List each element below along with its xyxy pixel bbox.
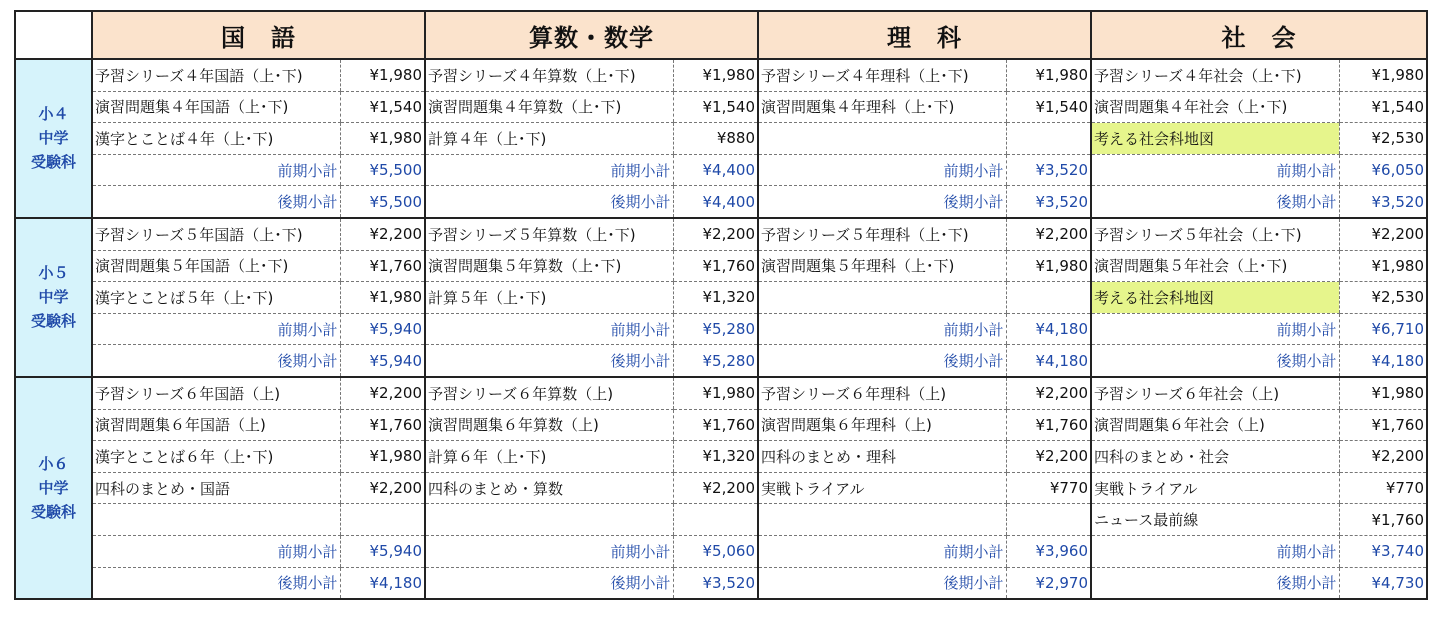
second-term-subtotal-science: ¥2,970	[1006, 567, 1091, 599]
item-name-science	[758, 282, 1006, 314]
item-price-social-studies: ¥2,530	[1339, 123, 1427, 155]
item-price-math: ¥1,760	[673, 250, 758, 282]
second-term-subtotal-social-studies: ¥4,180	[1339, 345, 1427, 377]
second-term-subtotal-science: ¥4,180	[1006, 345, 1091, 377]
second-term-subtotal-math: ¥4,400	[673, 186, 758, 218]
first-term-subtotal-japanese: ¥5,500	[340, 154, 425, 186]
item-row	[15, 504, 1427, 536]
item-price-science	[1006, 504, 1091, 536]
second-term-subtotal-japanese: ¥4,180	[340, 567, 425, 599]
item-row	[15, 472, 1427, 504]
item-name-math: 計算４年（上･下)	[425, 123, 673, 155]
first-term-subtotal-science: ¥3,960	[1006, 535, 1091, 567]
item-name-science: 予習シリーズ４年理科（上･下)	[758, 59, 1006, 91]
item-name-japanese: 予習シリーズ４年国語（上･下)	[92, 59, 340, 91]
item-name-math: 予習シリーズ４年算数（上･下)	[425, 59, 673, 91]
item-name-math: 計算６年（上･下)	[425, 441, 673, 473]
item-price-science: ¥1,540	[1006, 91, 1091, 123]
item-name-japanese: 漢字とことば４年（上･下)	[92, 123, 340, 155]
item-name-science: 予習シリーズ６年理科（上)	[758, 377, 1006, 409]
second-term-subtotal-japanese: ¥5,940	[340, 345, 425, 377]
first-term-subtotal-label: 前期小計	[425, 154, 673, 186]
item-price-social-studies: ¥770	[1339, 472, 1427, 504]
item-price-japanese: ¥2,200	[340, 377, 425, 409]
second-term-subtotal-math: ¥3,520	[673, 567, 758, 599]
item-price-math: ¥1,320	[673, 282, 758, 314]
item-name-social-studies: 実戦トライアル	[1091, 472, 1339, 504]
item-row	[15, 441, 1427, 473]
item-price-japanese: ¥1,980	[340, 441, 425, 473]
subject-header-science: 理 科	[758, 11, 1091, 59]
second-term-subtotal-japanese: ¥5,500	[340, 186, 425, 218]
item-name-math: 四科のまとめ・算数	[425, 472, 673, 504]
item-price-japanese: ¥1,760	[340, 409, 425, 441]
item-price-social-studies: ¥2,530	[1339, 282, 1427, 314]
item-price-science: ¥2,200	[1006, 377, 1091, 409]
item-row	[15, 91, 1427, 123]
item-name-social-studies: 演習問題集６年社会（上)	[1091, 409, 1339, 441]
item-price-math: ¥1,980	[673, 59, 758, 91]
first-term-subtotal-label: 前期小計	[758, 313, 1006, 345]
item-price-math: ¥1,760	[673, 409, 758, 441]
item-price-social-studies: ¥2,200	[1339, 218, 1427, 250]
textbook-price-table	[14, 10, 1428, 600]
item-name-japanese: 演習問題集６年国語（上)	[92, 409, 340, 441]
item-name-math: 演習問題集５年算数（上･下)	[425, 250, 673, 282]
item-name-math: 計算５年（上･下)	[425, 282, 673, 314]
item-price-japanese	[340, 504, 425, 536]
second-term-subtotal-label: 後期小計	[1091, 345, 1339, 377]
subject-header-math: 算数・数学	[425, 11, 758, 59]
item-name-japanese: 予習シリーズ５年国語（上･下)	[92, 218, 340, 250]
first-term-subtotal-label: 前期小計	[92, 313, 340, 345]
item-row	[15, 250, 1427, 282]
item-row	[15, 377, 1427, 409]
grade-label: 小５ 中学 受験科	[15, 218, 92, 377]
second-term-subtotal-label: 後期小計	[425, 186, 673, 218]
item-name-japanese: 予習シリーズ６年国語（上)	[92, 377, 340, 409]
first-term-subtotal-row	[15, 313, 1427, 345]
item-name-science: 予習シリーズ５年理科（上･下)	[758, 218, 1006, 250]
item-price-japanese: ¥1,540	[340, 91, 425, 123]
item-price-social-studies: ¥1,760	[1339, 409, 1427, 441]
first-term-subtotal-row	[15, 154, 1427, 186]
subject-header-social-studies: 社 会	[1091, 11, 1427, 59]
first-term-subtotal-label: 前期小計	[92, 535, 340, 567]
item-price-science: ¥770	[1006, 472, 1091, 504]
item-name-science	[758, 123, 1006, 155]
item-name-math: 予習シリーズ６年算数（上)	[425, 377, 673, 409]
first-term-subtotal-math: ¥4,400	[673, 154, 758, 186]
item-name-math: 演習問題集４年算数（上･下)	[425, 91, 673, 123]
grade-label: 小６ 中学 受験科	[15, 377, 92, 599]
item-price-math: ¥1,980	[673, 377, 758, 409]
item-price-science	[1006, 282, 1091, 314]
item-name-social-studies: 四科のまとめ・社会	[1091, 441, 1339, 473]
item-price-social-studies: ¥1,980	[1339, 377, 1427, 409]
item-price-japanese: ¥1,980	[340, 123, 425, 155]
second-term-subtotal-row	[15, 345, 1427, 377]
item-price-social-studies: ¥2,200	[1339, 441, 1427, 473]
item-name-social-studies: 考える社会科地図	[1091, 282, 1339, 314]
item-name-science: 演習問題集４年理科（上･下)	[758, 91, 1006, 123]
second-term-subtotal-social-studies: ¥4,730	[1339, 567, 1427, 599]
subject-header-row	[15, 11, 1427, 59]
first-term-subtotal-label: 前期小計	[425, 535, 673, 567]
second-term-subtotal-label: 後期小計	[758, 567, 1006, 599]
item-price-science: ¥2,200	[1006, 441, 1091, 473]
item-row	[15, 59, 1427, 91]
first-term-subtotal-japanese: ¥5,940	[340, 313, 425, 345]
item-name-japanese: 演習問題集４年国語（上･下)	[92, 91, 340, 123]
second-term-subtotal-row	[15, 567, 1427, 599]
item-name-japanese	[92, 504, 340, 536]
item-price-social-studies: ¥1,760	[1339, 504, 1427, 536]
header-corner	[15, 11, 92, 59]
second-term-subtotal-label: 後期小計	[758, 186, 1006, 218]
item-price-japanese: ¥1,980	[340, 59, 425, 91]
first-term-subtotal-row	[15, 535, 1427, 567]
item-price-math: ¥2,200	[673, 472, 758, 504]
first-term-subtotal-label: 前期小計	[758, 535, 1006, 567]
item-name-social-studies: 予習シリーズ５年社会（上･下)	[1091, 218, 1339, 250]
item-name-math: 演習問題集６年算数（上)	[425, 409, 673, 441]
item-price-math: ¥1,540	[673, 91, 758, 123]
first-term-subtotal-social-studies: ¥6,050	[1339, 154, 1427, 186]
item-price-science: ¥2,200	[1006, 218, 1091, 250]
second-term-subtotal-label: 後期小計	[1091, 567, 1339, 599]
first-term-subtotal-label: 前期小計	[425, 313, 673, 345]
item-row	[15, 282, 1427, 314]
item-name-social-studies: 予習シリーズ６年社会（上)	[1091, 377, 1339, 409]
item-name-math: 予習シリーズ５年算数（上･下)	[425, 218, 673, 250]
item-price-science	[1006, 123, 1091, 155]
item-price-science: ¥1,980	[1006, 250, 1091, 282]
second-term-subtotal-science: ¥3,520	[1006, 186, 1091, 218]
item-name-social-studies: ニュース最前線	[1091, 504, 1339, 536]
first-term-subtotal-label: 前期小計	[1091, 535, 1339, 567]
item-price-japanese: ¥1,760	[340, 250, 425, 282]
item-name-math	[425, 504, 673, 536]
first-term-subtotal-label: 前期小計	[1091, 154, 1339, 186]
item-price-japanese: ¥1,980	[340, 282, 425, 314]
second-term-subtotal-label: 後期小計	[92, 345, 340, 377]
item-price-science: ¥1,760	[1006, 409, 1091, 441]
item-name-social-studies: 演習問題集４年社会（上･下)	[1091, 91, 1339, 123]
second-term-subtotal-social-studies: ¥3,520	[1339, 186, 1427, 218]
item-price-math: ¥1,320	[673, 441, 758, 473]
item-name-social-studies: 考える社会科地図	[1091, 123, 1339, 155]
first-term-subtotal-science: ¥3,520	[1006, 154, 1091, 186]
item-name-social-studies: 予習シリーズ４年社会（上･下)	[1091, 59, 1339, 91]
item-name-science: 演習問題集５年理科（上･下)	[758, 250, 1006, 282]
item-name-japanese: 演習問題集５年国語（上･下)	[92, 250, 340, 282]
second-term-subtotal-row	[15, 186, 1427, 218]
item-row	[15, 123, 1427, 155]
item-name-science	[758, 504, 1006, 536]
first-term-subtotal-social-studies: ¥6,710	[1339, 313, 1427, 345]
second-term-subtotal-label: 後期小計	[1091, 186, 1339, 218]
item-name-japanese: 漢字とことば６年（上･下)	[92, 441, 340, 473]
second-term-subtotal-label: 後期小計	[425, 567, 673, 599]
item-price-science: ¥1,980	[1006, 59, 1091, 91]
first-term-subtotal-math: ¥5,060	[673, 535, 758, 567]
item-price-math: ¥2,200	[673, 218, 758, 250]
item-price-math: ¥880	[673, 123, 758, 155]
item-price-social-studies: ¥1,980	[1339, 250, 1427, 282]
item-row	[15, 409, 1427, 441]
first-term-subtotal-math: ¥5,280	[673, 313, 758, 345]
first-term-subtotal-social-studies: ¥3,740	[1339, 535, 1427, 567]
item-price-japanese: ¥2,200	[340, 472, 425, 504]
item-price-japanese: ¥2,200	[340, 218, 425, 250]
second-term-subtotal-math: ¥5,280	[673, 345, 758, 377]
item-price-social-studies: ¥1,540	[1339, 91, 1427, 123]
item-price-math	[673, 504, 758, 536]
item-name-japanese: 四科のまとめ・国語	[92, 472, 340, 504]
item-price-social-studies: ¥1,980	[1339, 59, 1427, 91]
subject-header-japanese: 国 語	[92, 11, 425, 59]
item-name-science: 四科のまとめ・理科	[758, 441, 1006, 473]
second-term-subtotal-label: 後期小計	[92, 186, 340, 218]
grade-label: 小４ 中学 受験科	[15, 59, 92, 218]
second-term-subtotal-label: 後期小計	[758, 345, 1006, 377]
first-term-subtotal-science: ¥4,180	[1006, 313, 1091, 345]
item-name-japanese: 漢字とことば５年（上･下)	[92, 282, 340, 314]
second-term-subtotal-label: 後期小計	[425, 345, 673, 377]
item-name-science: 実戦トライアル	[758, 472, 1006, 504]
second-term-subtotal-label: 後期小計	[92, 567, 340, 599]
item-name-science: 演習問題集６年理科（上)	[758, 409, 1006, 441]
item-row	[15, 218, 1427, 250]
first-term-subtotal-japanese: ¥5,940	[340, 535, 425, 567]
first-term-subtotal-label: 前期小計	[758, 154, 1006, 186]
first-term-subtotal-label: 前期小計	[92, 154, 340, 186]
item-name-social-studies: 演習問題集５年社会（上･下)	[1091, 250, 1339, 282]
first-term-subtotal-label: 前期小計	[1091, 313, 1339, 345]
